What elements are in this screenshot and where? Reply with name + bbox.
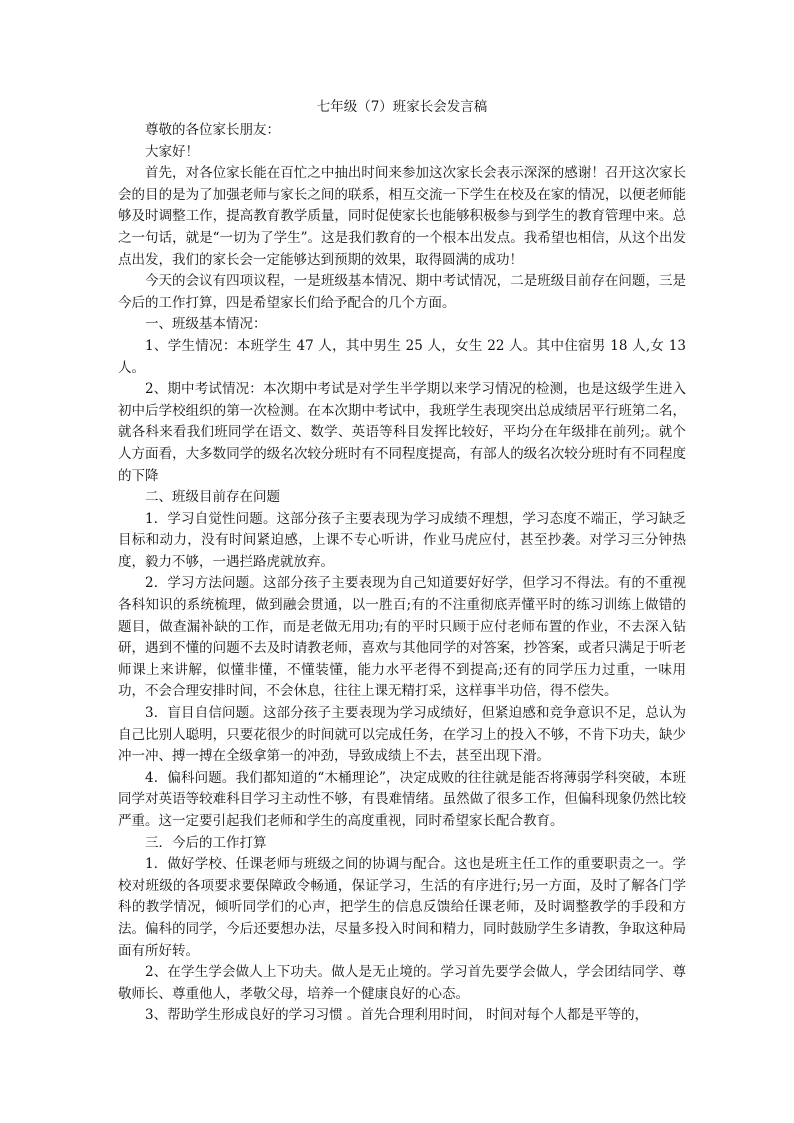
section-heading-2: 二、班级目前存在问题 xyxy=(145,489,280,506)
greeting: 大家好！ xyxy=(145,143,199,160)
paragraph-study-method: 2．学习方法问题。这部分孩子主要表现为自己知道要好好学，但学习不得法。有的不重视各科知识的系统梳理，做到融会贯通，以一胜百;有的不注重彻底弄懂平时的练习训练上做错的题目，做查漏补缺的工作，而是老做无用功;有的平时只顾于应付老师布置的作业，不去深入钻研，遇到不懂的问题不去及时请教老师，喜欢与其他同学的对答案，抄答案，或者只满足于听老师课上来讲解，似懂非懂，不懂装懂，能力水平老得不到提高;还有的同学压力过重，一味用功，不会合理安排时间，不会休息，往往上课无精打采，这样事半功倍，得不偿失。 xyxy=(118,575,686,700)
paragraph-student-info: 1、学生情况：本班学生 47 人，其中男生 25 人，女生 22 人。其中住宿男 18 人,女 13 人。 xyxy=(118,337,686,376)
paragraph-agenda: 今天的会议有四项议程，一是班级基本情况、期中考试情况，二是班级目前存在问题，三是今后的工作打算，四是希望家长们给予配合的几个方面。 xyxy=(118,273,686,311)
paragraph-exam-info: 2、期中考试情况：本次期中考试是对学生半学期以来学习情况的检测，也是这级学生进入初中后学校组织的第一次检测。在本次期中考试中，我班学生表现突出总成绩居平行班第二名，就各科来看我们班同学在语文、数学、英语等科目发挥比较好，平均分在年级排在前列;。就个人方面看，大多数同学的级名次较分班时有不同程度提高，有部人的级名次较分班时有不同程度的下降 xyxy=(118,381,686,484)
paragraph-subject-bias: 4．偏科问题。我们都知道的“木桶理论”，决定成败的往往就是能否将薄弱学科突破，本班同学对英语等较难科目学习主动性不够，有畏难情绪。虽然做了很多工作，但偏科现象仍然比较严重。这一定要引起我们老师和学生的高度重视，同时希望家长配合教育。 xyxy=(118,769,686,829)
paragraph-self-discipline: 1．学习自觉性问题。这部分孩子主要表现为学习成绩不理想，学习态度不端正，学习缺乏目标和动力，没有时间紧迫感，上课不专心听讲，作业马虎应付，甚至抄袭。对学习三分钟热度，毅力不够，一遇拦路虎就放弃。 xyxy=(118,510,686,570)
section-heading-3: 三．今后的工作打算 xyxy=(145,834,267,851)
document-page xyxy=(118,96,686,1027)
paragraph-overconfidence: 3．盲目自信问题。这部分孩子主要表现为学习成绩好，但紧迫感和竞争意识不足，总认为自己比别人聪明，只要花很少的时间就可以完成任务，在学习上的投入不够，不肯下功夫，缺少冲一冲、搏一搏在全级拿第一的冲劲，导致成绩上不去，甚至出现下滑。 xyxy=(118,705,686,765)
paragraph-coordination: 1．做好学校、任课老师与班级之间的协调与配合。这也是班主任工作的重要职责之一。学校对班级的各项要求要保障政令畅通，保证学习，生活的有序进行;另一方面，及时了解各门学科的教学情况，倾听同学们的心声，把学生的信息反馈给任课老师，及时调整教学的手段和方法。偏科的同学，今后还要想办法，尽量多投入时间和精力，同时鼓励学生多请教，争取这种局面有所好转。 xyxy=(118,856,686,959)
salutation: 尊敬的各位家长朋友： xyxy=(145,122,280,138)
document-title: 七年级（7）班家长会发言稿 xyxy=(316,99,488,115)
paragraph-opening: 首先，对各位家长能在百忙之中抽出时间来参加这次家长会表示深深的感谢！召开这次家长会的目的是为了加强老师与家长之间的联系，相互交流一下学生在校及在家的情况，以便老师能够及时调整工作，提高教育教学质量，同时促使家长也能够积极参与到学生的教育管理中来。总之一句话，就是“一切为了学生”。这是我们教育的一个根本出发点。我希望也相信，从这个出发点出发，我们的家长会一定能够达到预期的效果，取得圆满的成功！ xyxy=(118,165,686,268)
paragraph-character: 2、在学生学会做人上下功夫。做人是无止境的。学习首先要学会做人，学会团结同学、尊敬师长、尊重他人，孝敬父母，培养一个健康良好的心态。 xyxy=(118,964,686,1002)
section-heading-1: 一、班级基本情况： xyxy=(145,316,267,333)
paragraph-study-habits: 3、帮助学生形成良好的学习习惯 。首先合理利用时间， 时间对每个人都是平等的， xyxy=(145,1007,649,1024)
